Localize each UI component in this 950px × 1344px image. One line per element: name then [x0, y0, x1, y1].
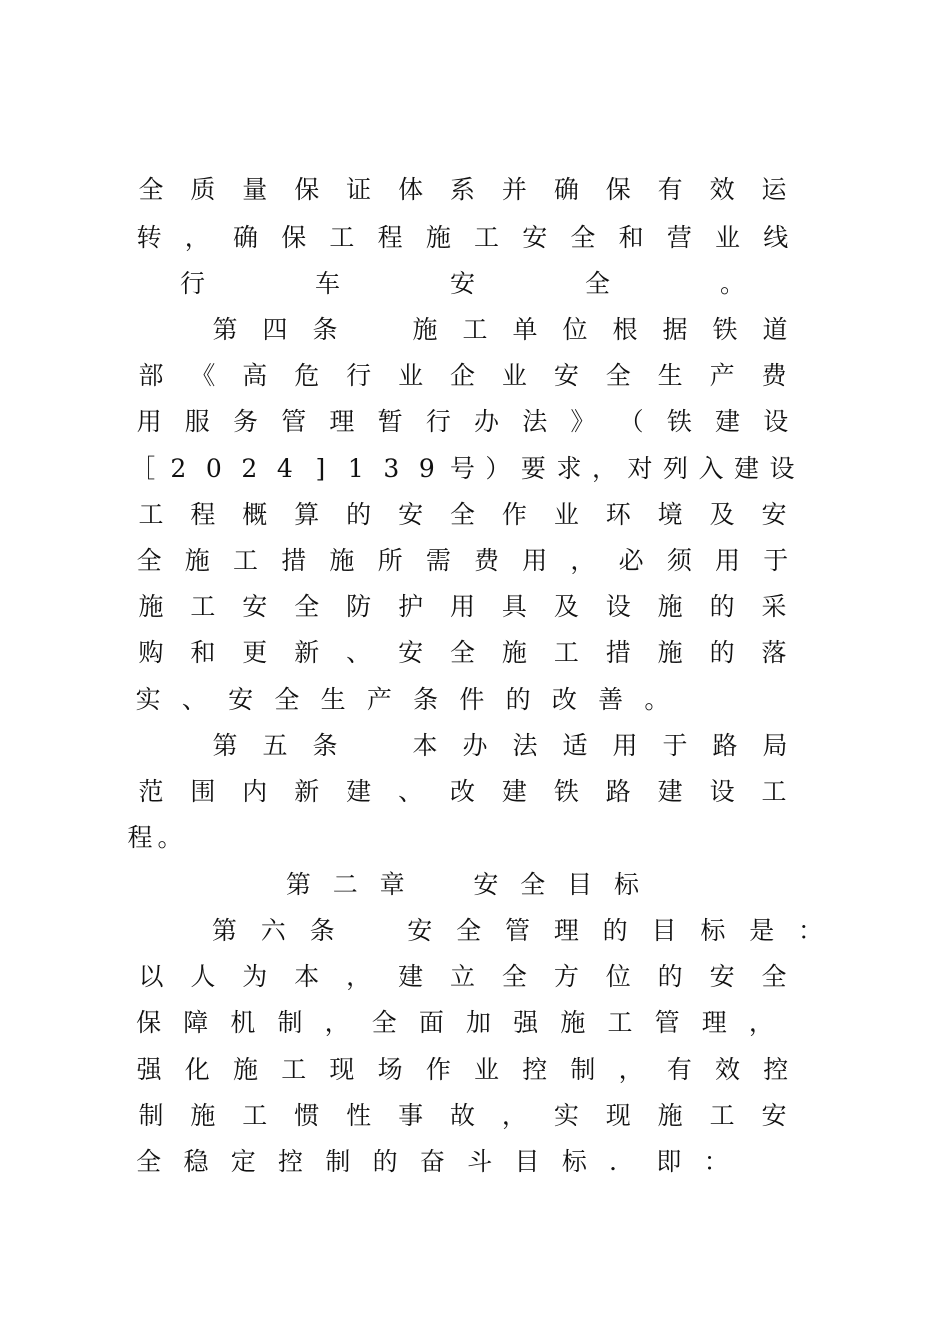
text-line-10: 施 工 安 全 防 护 用 具 及 设 施 的 采 [138, 592, 787, 621]
text-line-20: 强 化 施 工 现 场 作 业 控 制 ， 有 效 控 [136, 1055, 789, 1084]
text-line-14: 范 围 内 新 建 、 改 建 铁 路 建 设 工 [138, 777, 787, 806]
text-line-9: 全 施 工 措 施 所 需 费 用 ， 必 须 用 于 [136, 546, 789, 575]
text-line-6: 用 服 务 管 理 暂 行 办 法 》 （ 铁 建 设 [136, 407, 789, 436]
text-line-2: 转 ， 确 保 工 程 施 工 安 全 和 营 业 线 [136, 223, 789, 252]
text-line-18: 以 人 为 本 ， 建 立 全 方 位 的 安 全 [138, 962, 787, 991]
text-line-7: ［ 2 0 2 4 ] 1 3 9 号 ） 要 求 ， 对 列 入 建 设 [130, 454, 795, 483]
text-line-3: 行 车 安 全 。 [179, 269, 745, 298]
text-line-12: 实 、 安 全 生 产 条 件 的 改 善 。 [135, 685, 670, 714]
text-line-21: 制 施 工 惯 性 事 故 ， 实 现 施 工 安 [138, 1101, 787, 1130]
article-4-heading-line: 第 四 条 施 工 单 位 根 据 铁 道 [212, 315, 788, 344]
article-5-heading-line: 第 五 条 本 办 法 适 用 于 路 局 [212, 731, 788, 760]
article-6-heading-line: 第 六 条 安 全 管 理 的 目 标 是 ： [211, 916, 824, 945]
text-line-19: 保 障 机 制 ， 全 面 加 强 施 工 管 理 ， [136, 1008, 774, 1037]
text-line-1: 全 质 量 保 证 体 系 并 确 保 有 效 运 [138, 175, 787, 204]
text-line-11: 购 和 更 新 、 安 全 施 工 措 施 的 落 [138, 638, 787, 667]
text-line-22: 全 稳 定 控 制 的 奋 斗 目 标 ． 即 ： [136, 1147, 729, 1176]
text-line-8: 工 程 概 算 的 安 全 作 业 环 境 及 安 [138, 500, 787, 529]
text-line-5: 部 《 高 危 行 业 企 业 安 全 生 产 费 [138, 361, 787, 390]
text-line-15: 程 。 [127, 823, 183, 852]
chapter-2-title: 第 二 章 安 全 目 标 [285, 870, 640, 899]
